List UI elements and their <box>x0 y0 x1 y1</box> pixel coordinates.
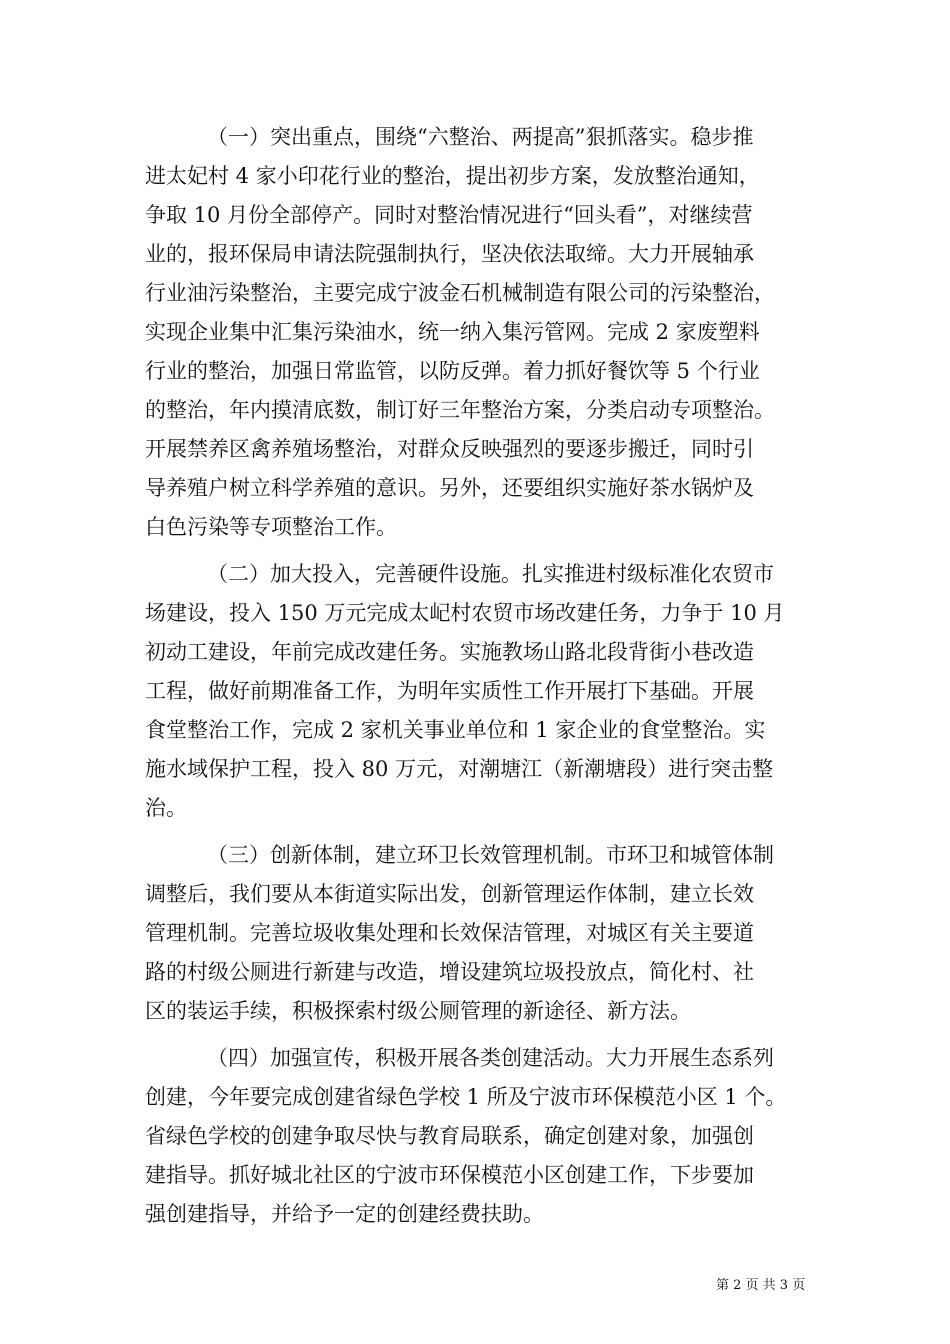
paragraph-line: （二）加大投入，完善硬件设施。扎实推进村级标准化农贸市 <box>207 562 774 586</box>
paragraph-1 <box>145 118 815 547</box>
paragraph-line: 业的，报环保局申请法院强制执行，坚决依法取缔。大力开展轴承 <box>145 242 754 266</box>
paragraph-line: 实现企业集中汇集污染油水，统一纳入集污管网。完成 2 家废塑料 <box>145 320 760 344</box>
paragraph-4 <box>145 1039 815 1234</box>
page-number-footer: 第 2 页 共 3 页 <box>716 1278 806 1293</box>
paragraph-line: （一）突出重点，围绕“六整治、两提高”狠抓落实。稳步推 <box>207 125 754 149</box>
paragraph-line: 食堂整治工作，完成 2 家机关事业单位和 1 家企业的食堂整治。实 <box>145 718 766 742</box>
paragraph-line: 争取 10 月份全部停产。同时对整治情况进行“回头看”，对继续营 <box>145 203 753 227</box>
paragraph-line: （三）创新体制，建立环卫长效管理机制。市环卫和城管体制 <box>207 843 774 867</box>
paragraph-line: 开展禁养区禽养殖场整治，对群众反映强烈的要逐步搬迁，同时引 <box>145 437 754 461</box>
paragraph-line: 工程，做好前期准备工作，为明年实质性工作开展打下基础。开展 <box>145 679 754 703</box>
paragraph-line: 调整后，我们要从本街道实际出发，创新管理运作体制，建立长效 <box>145 882 754 906</box>
paragraph-line: 省绿色学校的创建争取尽快与教育局联系，确定创建对象，加强创 <box>145 1124 754 1148</box>
paragraph-line: （四）加强宣传，积极开展各类创建活动。大力开展生态系列 <box>207 1046 774 1070</box>
paragraph-line: 行业油污染整治，主要完成宁波金石机械制造有限公司的污染整治， <box>145 281 775 305</box>
paragraph-3 <box>145 836 815 1031</box>
paragraph-2 <box>145 555 815 828</box>
paragraph-line: 白色污染等专项整治工作。 <box>145 515 397 539</box>
paragraph-line: 行业的整治，加强日常监管，以防反弹。着力抓好餐饮等 5 个行业 <box>145 359 760 383</box>
paragraph-spacer <box>145 1031 815 1039</box>
paragraph-line: 强创建指导，并给予一定的创建经费扶助。 <box>145 1202 544 1226</box>
paragraph-line: 的整治，年内摸清底数，制订好三年整治方案，分类启动专项整治。 <box>145 398 775 422</box>
paragraph-line: 路的村级公厕进行新建与改造，增设建筑垃圾投放点，简化村、社 <box>145 960 754 984</box>
paragraph-line: 管理机制。完善垃圾收集处理和长效保洁管理，对城区有关主要道 <box>145 921 754 945</box>
paragraph-line: 建指导。抓好城北社区的宁波市环保模范小区创建工作，下步要加 <box>145 1163 754 1187</box>
paragraph-line: 创建，今年要完成创建省绿色学校 1 所及宁波市环保模范小区 1 个。 <box>145 1085 787 1109</box>
document-body <box>145 118 815 1234</box>
paragraph-spacer <box>145 547 815 555</box>
paragraph-line: 施水域保护工程，投入 80 万元，对潮塘江（新潮塘段）进行突击整 <box>145 757 774 781</box>
paragraph-spacer <box>145 828 815 836</box>
paragraph-line: 场建设，投入 150 万元完成太屺村农贸市场改建任务，力争于 10 月 <box>145 601 785 625</box>
paragraph-line: 初动工建设，年前完成改建任务。实施教场山路北段背街小巷改造 <box>145 640 754 664</box>
paragraph-line: 导养殖户树立科学养殖的意识。另外，还要组织实施好茶水锅炉及 <box>145 476 754 500</box>
paragraph-line: 进太妃村 4 家小印花行业的整治，提出初步方案，发放整治通知， <box>145 164 760 188</box>
paragraph-line: 区的装运手续，积极探索村级公厕管理的新途径、新方法。 <box>145 999 691 1023</box>
paragraph-line: 治。 <box>145 796 187 820</box>
